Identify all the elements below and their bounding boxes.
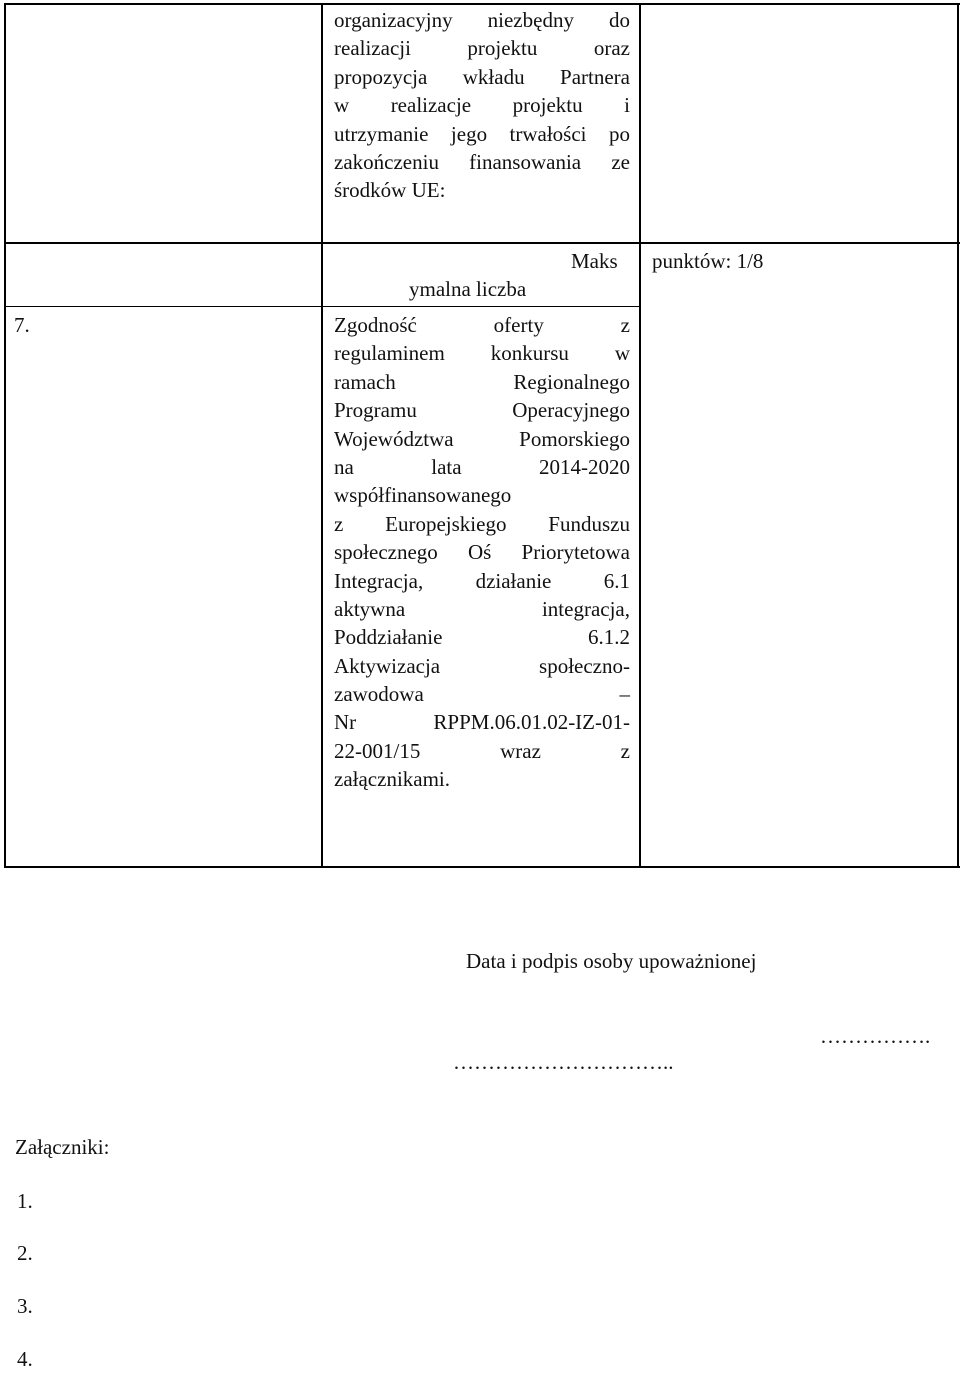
text-word: Partnera: [560, 64, 630, 89]
row7-max-label: Maks: [571, 249, 618, 273]
text-line: [334, 148, 630, 176]
text-word: w: [614, 341, 630, 366]
text-line: [334, 737, 630, 765]
text-line: [334, 623, 630, 651]
attachment-item: 1.: [17, 1189, 33, 1213]
text-word: Województwa: [334, 426, 454, 451]
text-line: [334, 91, 630, 119]
text-word: zakończeniu: [334, 149, 439, 174]
text-word: jego: [450, 121, 488, 146]
attachment-item: 3.: [17, 1294, 33, 1318]
text-word: Integracja,: [334, 568, 424, 593]
row6-criterion-text: [334, 6, 630, 205]
text-word: organizacyjny: [334, 8, 453, 32]
text-line: [334, 595, 630, 623]
attachment-item: 2.: [17, 1241, 33, 1265]
attachment-item: 4.: [17, 1347, 33, 1371]
text-word: wraz: [500, 738, 541, 763]
text-line: [334, 567, 630, 595]
text-word: finansowania: [469, 149, 582, 174]
text-word: oraz: [593, 36, 630, 61]
text-word: propozycja: [334, 64, 428, 89]
text-word: RPPM.06.01.02-IZ-01-: [433, 710, 630, 735]
text-word: Priorytetowa: [521, 540, 630, 565]
row7-criterion-text: [334, 311, 630, 794]
text-word: działanie: [475, 568, 552, 593]
text-word: środków UE:: [334, 178, 446, 203]
text-word: do: [609, 8, 630, 32]
text-line: [334, 339, 630, 367]
text-word: Operacyjnego: [512, 398, 630, 423]
text-line: [334, 510, 630, 538]
table-border-col1: [321, 3, 323, 868]
text-word: Regionalnego: [513, 369, 630, 394]
text-word: 6.1: [603, 568, 630, 593]
text-word: społecznego: [334, 540, 438, 565]
text-word: –: [619, 682, 630, 707]
text-word: oferty: [493, 313, 544, 337]
text-word: i: [624, 93, 630, 118]
text-line: [334, 538, 630, 566]
text-word: niezbędny: [487, 8, 574, 32]
text-word: aktywna: [334, 596, 406, 621]
signature-dots-top: …………….: [820, 1024, 931, 1048]
text-word: utrzymanie: [334, 121, 429, 146]
text-word: Aktywizacja: [334, 653, 441, 678]
text-line: [334, 120, 630, 148]
text-word: współfinansowanego: [334, 483, 512, 508]
text-word: na: [334, 454, 354, 479]
text-line: [334, 311, 630, 339]
text-word: wkładu: [462, 64, 525, 89]
text-word: realizacje: [390, 93, 472, 118]
text-word: Pomorskiego: [519, 426, 630, 451]
table-border-right: [957, 3, 959, 868]
text-word: 2014-2020: [538, 454, 630, 479]
table-border-left: [4, 3, 6, 868]
text-word: 6.1.2: [588, 625, 630, 650]
text-line: [334, 481, 630, 509]
text-line: [334, 6, 630, 34]
text-word: Programu: [334, 398, 417, 423]
table-border-mid: [5, 242, 960, 244]
row7-inner-line: [5, 306, 639, 307]
text-line: [334, 765, 630, 793]
text-word: 22-001/15: [334, 738, 421, 763]
signature-dots-bottom: …………………………..: [453, 1050, 674, 1074]
text-line: [334, 176, 630, 204]
text-line: [334, 652, 630, 680]
text-word: integracja,: [541, 596, 630, 621]
row7-points: punktów: 1/8: [652, 249, 764, 273]
text-word: Poddziałanie: [334, 625, 443, 650]
text-word: z: [620, 738, 630, 763]
attachments-heading: Załączniki:: [15, 1135, 110, 1159]
text-word: Nr: [334, 710, 357, 735]
text-word: lata: [431, 454, 462, 479]
text-word: ze: [611, 149, 630, 174]
text-word: projektu: [467, 36, 538, 61]
table-border-bottom: [5, 866, 960, 868]
text-line: [334, 34, 630, 62]
text-word: Zgodność: [334, 313, 417, 337]
text-word: realizacji: [334, 36, 411, 61]
text-word: ramach: [334, 369, 396, 394]
text-word: Oś: [467, 540, 492, 565]
text-line: [334, 708, 630, 736]
text-line: [334, 368, 630, 396]
signature-label: Data i podpis osoby upoważnionej: [466, 949, 757, 973]
text-word: po: [608, 121, 630, 146]
text-word: z: [620, 313, 630, 337]
row7-number: 7.: [14, 313, 30, 337]
text-line: [334, 425, 630, 453]
text-word: z: [334, 511, 344, 536]
table-border-col2: [639, 3, 641, 868]
text-word: konkursu: [490, 341, 569, 366]
text-word: zawodowa: [334, 682, 424, 707]
text-word: trwałości: [509, 121, 587, 146]
text-line: [334, 63, 630, 91]
text-word: regulaminem: [334, 341, 445, 366]
row7-max-continuation: ymalna liczba: [409, 277, 527, 301]
text-word: Funduszu: [548, 511, 630, 536]
table-border-top: [5, 3, 960, 5]
text-word: załącznikami.: [334, 767, 451, 792]
text-line: [334, 453, 630, 481]
text-line: [334, 396, 630, 424]
text-word: w: [334, 93, 350, 118]
text-word: Europejskiego: [385, 511, 507, 536]
text-word: społeczno-: [539, 653, 630, 678]
text-line: [334, 680, 630, 708]
text-word: projektu: [512, 93, 583, 118]
